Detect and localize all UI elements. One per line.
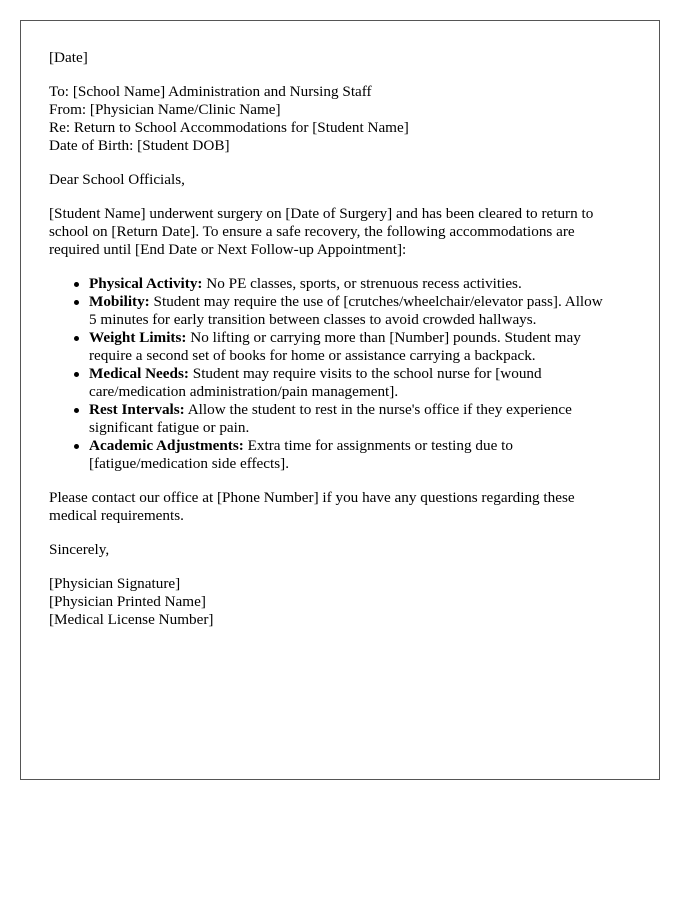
accommodation-title: Academic Adjustments: <box>89 437 244 454</box>
intro-line: [Student Name] underwent surgery on [Date of Surgery] and has been cleared to return to <box>49 205 594 222</box>
spacer <box>49 559 631 575</box>
physician-printed-name: [Physician Printed Name] <box>49 593 206 610</box>
list-item <box>89 401 631 437</box>
closing: Sincerely, <box>49 541 110 558</box>
spacer <box>49 67 631 83</box>
accommodation-text: No lifting or carrying more than [Number] pounds. Student may <box>190 329 581 346</box>
dob-line: Date of Birth: [Student DOB] <box>49 137 230 154</box>
spacer <box>49 259 631 275</box>
accommodation-text: No PE classes, sports, or strenuous recess activities. <box>206 275 522 292</box>
intro-paragraph <box>49 205 631 259</box>
contact-line: Please contact our office at [Phone Number] if you have any questions regarding these <box>49 489 575 506</box>
bullet-icon <box>74 282 79 287</box>
accommodation-text: require a second set of books for home or assistance carrying a backpack. <box>89 347 536 364</box>
accommodation-text: care/medication administration/pain management]. <box>89 383 399 400</box>
letter-header <box>49 83 631 155</box>
accommodation-title: Physical Activity: <box>89 275 203 292</box>
list-item <box>89 365 631 401</box>
accommodation-title: Rest Intervals: <box>89 401 185 418</box>
bullet-icon <box>74 300 79 305</box>
accommodation-text: Student may require visits to the school nurse for [wound <box>192 365 542 382</box>
accommodation-title: Mobility: <box>89 293 150 310</box>
contact-line: medical requirements. <box>49 507 184 524</box>
spacer <box>49 189 631 205</box>
medical-license-number: [Medical License Number] <box>49 611 214 628</box>
accommodation-text: 5 minutes for early transition between classes to avoid crowded hallways. <box>89 311 537 328</box>
physician-signature: [Physician Signature] <box>49 575 181 592</box>
bullet-icon <box>74 372 79 377</box>
accommodation-text: [fatigue/medication side effects]. <box>89 455 290 472</box>
intro-line: school on [Return Date]. To ensure a safe recovery, the following accommodations are <box>49 223 575 240</box>
accommodation-text: significant fatigue or pain. <box>89 419 250 436</box>
accommodation-title: Medical Needs: <box>89 365 189 382</box>
spacer <box>49 525 631 541</box>
list-item <box>89 329 631 365</box>
intro-line: required until [End Date or Next Follow-up Appointment]: <box>49 241 407 258</box>
bullet-icon <box>74 408 79 413</box>
bullet-icon <box>74 336 79 341</box>
salutation: Dear School Officials, <box>49 171 185 188</box>
list-item <box>89 293 631 329</box>
bullet-icon <box>74 444 79 449</box>
accommodation-text: Student may require the use of [crutches/wheelchair/elevator pass]. Allow <box>153 293 603 310</box>
letter <box>20 20 660 780</box>
list-item <box>89 437 631 473</box>
re-line: Re: Return to School Accommodations for [Student Name] <box>49 119 409 136</box>
signature-block <box>49 575 631 629</box>
contact-paragraph <box>49 489 631 525</box>
to-line: To: [School Name] Administration and Nursing Staff <box>49 83 372 100</box>
accommodation-text: Extra time for assignments or testing due to <box>247 437 513 454</box>
spacer <box>49 473 631 489</box>
letter-date: [Date] <box>49 49 88 66</box>
from-line: From: [Physician Name/Clinic Name] <box>49 101 281 118</box>
spacer <box>49 155 631 171</box>
list-item <box>89 275 631 293</box>
accommodation-text: Allow the student to rest in the nurse's office if they experience <box>187 401 572 418</box>
accommodations-list <box>49 275 631 473</box>
accommodation-title: Weight Limits: <box>89 329 187 346</box>
